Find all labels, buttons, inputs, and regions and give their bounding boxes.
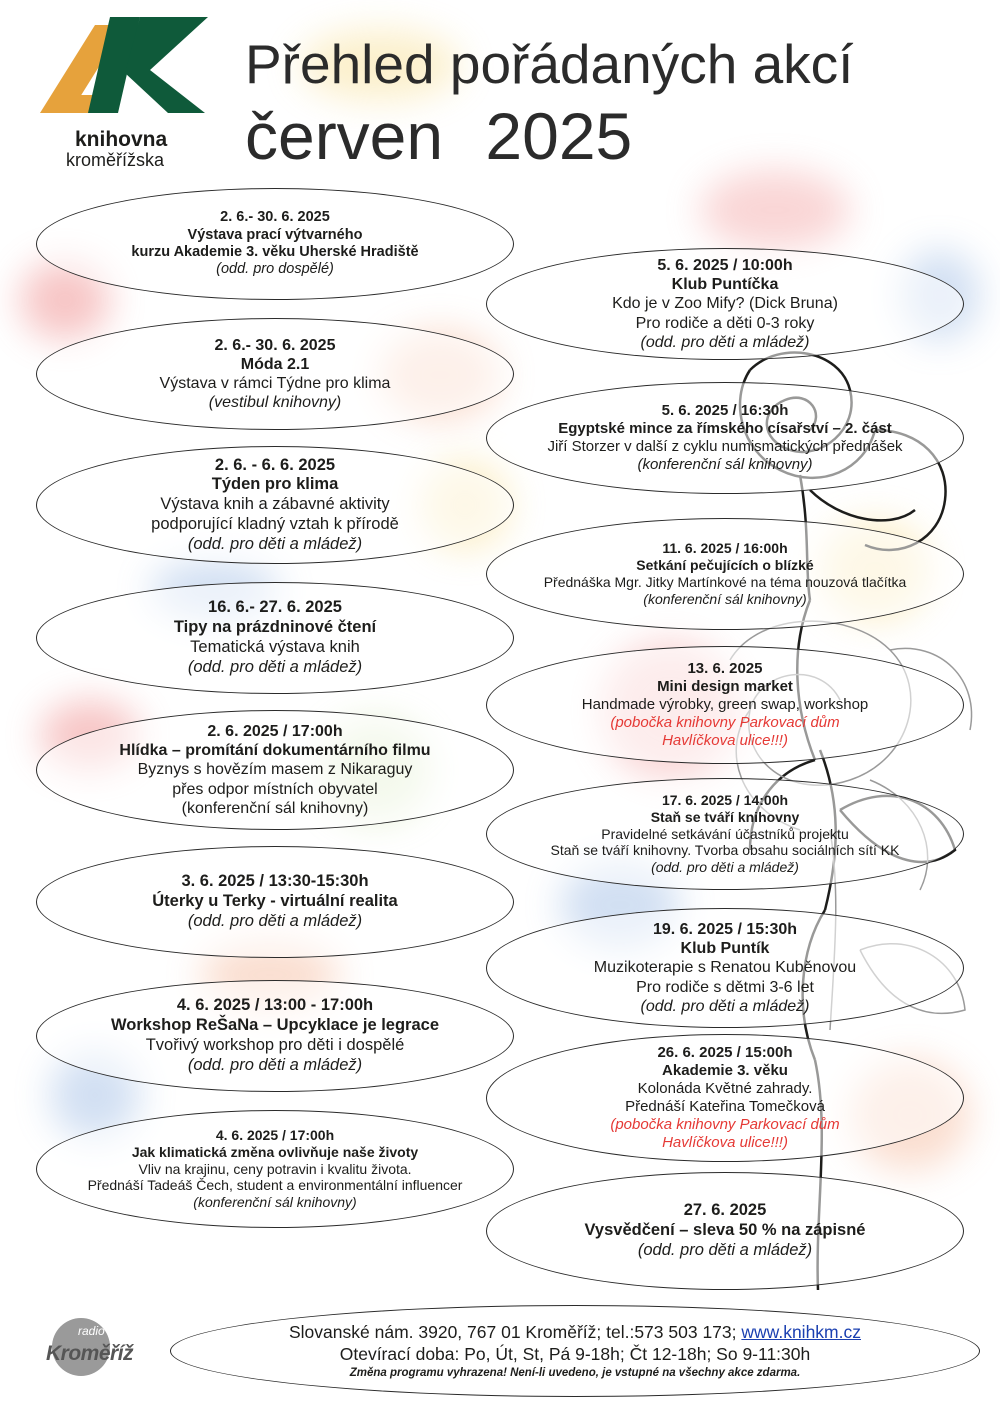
page-subtitle: červen 2025	[245, 99, 633, 173]
event-date: 11. 6. 2025 / 16:00h	[662, 540, 788, 557]
event-title: Tipy na prázdninové čtení	[173, 618, 377, 637]
event-title: Mini design market	[657, 678, 793, 695]
event-line: Byznys s hovězím masem z Nikaraguy	[137, 761, 413, 779]
event-place: (odd. pro děti a mládež)	[651, 859, 799, 876]
event-title: Klub Puntíčka	[671, 276, 779, 294]
event-title: Týden pro klima	[211, 475, 339, 494]
footer-opening-hours: Otevírací doba: Po, Út, St, Pá 9-18h; Čt 12-18h; So 9-11:30h	[339, 1343, 811, 1364]
event-card	[36, 188, 514, 300]
event-line: Tvořivý workshop pro děti i dospělé	[145, 1036, 405, 1054]
event-line: Vliv na krajinu, ceny potravin i kvalitu života.	[138, 1160, 412, 1177]
event-line: Přednáška Mgr. Jitky Martínkové na téma nouzová tlačítka	[543, 574, 907, 590]
event-card	[486, 1034, 964, 1162]
event-place: (odd. pro děti a mládež)	[187, 657, 363, 676]
event-card	[486, 248, 964, 360]
event-line: Handmade výrobky, green swap, workshop	[581, 696, 869, 713]
footer-info	[170, 1305, 980, 1397]
event-date: 4. 6. 2025 / 17:00h	[215, 1127, 335, 1143]
event-line: Pravidelné setkávání účastníků projektu	[601, 825, 849, 842]
event-line: Pro rodiče s dětmi 3-6 let	[636, 978, 814, 996]
website-link[interactable]: www.knihkm.cz	[741, 1321, 861, 1342]
logo-text-line2: kroměřížska	[66, 150, 165, 170]
event-line: přes odpor místních obyvatel	[172, 780, 378, 798]
event-title: Egyptské mince za římského císařství – 2. část	[558, 420, 892, 437]
event-line: Výstava knih a zábavné aktivity	[160, 495, 390, 514]
event-date: 2. 6. - 6. 6. 2025	[214, 455, 336, 474]
event-date: 13. 6. 2025	[687, 660, 763, 677]
page-title: Přehled pořádaných akcí	[245, 33, 854, 95]
event-line: Přednáší Kateřina Tomečková	[625, 1098, 825, 1115]
event-line: Pro rodiče a děti 0-3 roky	[635, 314, 815, 332]
event-card	[486, 646, 964, 764]
radio-kromeriz-logo	[42, 1318, 142, 1380]
event-title: Hlídka – promítání dokumentárního filmu	[119, 742, 431, 760]
event-line: Jiří Storzer v další z cyklu numismatických přednášek	[547, 438, 903, 455]
event-line: Tematická výstava knih	[190, 638, 360, 656]
event-title: Vysvědčení – sleva 50 % na zápisné	[584, 1221, 866, 1240]
event-card	[486, 1172, 964, 1290]
footer-note: Změna programu vyhrazena! Není-li uvedeno, je vstupné na všechny akce zdarma.	[349, 1366, 801, 1379]
event-card	[36, 446, 514, 564]
footer-address: Slovanské nám. 3920, 767 01 Kroměříž; tel.:573 503 173;	[289, 1321, 737, 1342]
event-line: podporující kladný vztah k přírodě	[151, 514, 399, 533]
event-line: (konferenční sál knihovny)	[181, 799, 369, 817]
event-line: kurzu Akademie 3. věku Uherské Hradiště	[131, 244, 419, 260]
event-place: (odd. pro dospělé)	[216, 261, 334, 278]
event-date: 2. 6.- 30. 6. 2025	[214, 336, 336, 354]
event-date: 4. 6. 2025 / 13:00 - 17:00h	[176, 996, 374, 1015]
event-date: 19. 6. 2025 / 15:30h	[652, 921, 798, 939]
event-title: Workshop ReŠaNa – Upcyklace je legrace	[110, 1016, 440, 1035]
event-card	[36, 710, 514, 830]
event-place: (odd. pro děti a mládež)	[640, 997, 810, 1015]
event-line: Staň se tváří knihovny. Tvorba obsahu sociálních sítí KK	[550, 842, 900, 859]
event-place: (odd. pro děti a mládež)	[637, 1240, 813, 1259]
radio-logo-line2: Kroměříž	[46, 1342, 134, 1365]
footer-contact-line	[289, 1322, 861, 1344]
event-card	[36, 980, 514, 1092]
event-date: 5. 6. 2025 / 16:30h	[661, 402, 789, 419]
event-place: (konferenční sál knihovny)	[637, 456, 813, 473]
event-card	[36, 582, 514, 694]
event-date: 3. 6. 2025 / 13:30-15:30h	[181, 872, 369, 891]
event-card	[486, 518, 964, 630]
event-place: (odd. pro děti a mládež)	[640, 333, 810, 351]
event-line: Kdo je v Zoo Mify? (Dick Bruna)	[612, 295, 838, 313]
event-line: Muzikoterapie s Renatou Kuběnovou	[593, 959, 857, 977]
event-line: Přednáší Tadeáš Čech, student a environmentální influencer	[87, 1177, 463, 1194]
event-title: Klub Puntík	[680, 940, 770, 958]
event-place: (konferenční sál knihovny)	[643, 590, 807, 607]
event-date: 26. 6. 2025 / 15:00h	[657, 1044, 793, 1061]
event-place: (odd. pro děti a mládež)	[187, 1055, 363, 1074]
logo-green-k	[125, 17, 208, 113]
event-date: 27. 6. 2025	[683, 1201, 767, 1220]
event-card	[486, 908, 964, 1028]
event-title: Staň se tváří knihovny	[650, 808, 800, 825]
event-card	[36, 1110, 514, 1228]
event-card	[36, 318, 514, 430]
radio-logo-line1: radio	[78, 1324, 105, 1338]
event-date: 5. 6. 2025 / 10:00h	[657, 257, 793, 275]
event-title: Akademie 3. věku	[662, 1062, 788, 1079]
event-place-notice: (pobočka knihovny Parkovací dům	[610, 714, 840, 731]
logo-text-line1: knihovna	[75, 128, 168, 151]
event-date: 2. 6. 2025 / 17:00h	[207, 723, 343, 741]
event-date: 2. 6.- 30. 6. 2025	[220, 209, 330, 226]
event-date: 17. 6. 2025 / 14:00h	[661, 792, 789, 808]
event-place: (vestibul knihovny)	[208, 394, 342, 412]
event-line: Kolonáda Květné zahrady.	[637, 1080, 813, 1097]
event-place-notice: Havlíčkova ulice!!!)	[662, 1134, 788, 1151]
event-place: (odd. pro děti a mládež)	[187, 911, 363, 930]
event-place: (konferenční sál knihovny)	[193, 1194, 357, 1211]
event-title: Výstava prací výtvarného	[187, 226, 363, 243]
event-place-notice: Havlíčkova ulice!!!)	[662, 732, 788, 749]
event-title: Jak klimatická změna ovlivňuje naše životy	[131, 1143, 419, 1160]
event-title: Móda 2.1	[240, 355, 310, 373]
event-card	[486, 382, 964, 494]
event-card	[36, 846, 514, 958]
event-title: Setkání pečujících o blízké	[636, 557, 814, 574]
event-place: (odd. pro děti a mládež)	[187, 534, 363, 553]
event-line: Výstava v rámci Týdne pro klima	[159, 375, 391, 392]
event-card	[486, 778, 964, 890]
event-date: 16. 6.- 27. 6. 2025	[208, 598, 342, 617]
event-place-notice: (pobočka knihovny Parkovací dům	[610, 1116, 840, 1133]
event-title: Úterky u Terky - virtuální realita	[152, 892, 398, 911]
